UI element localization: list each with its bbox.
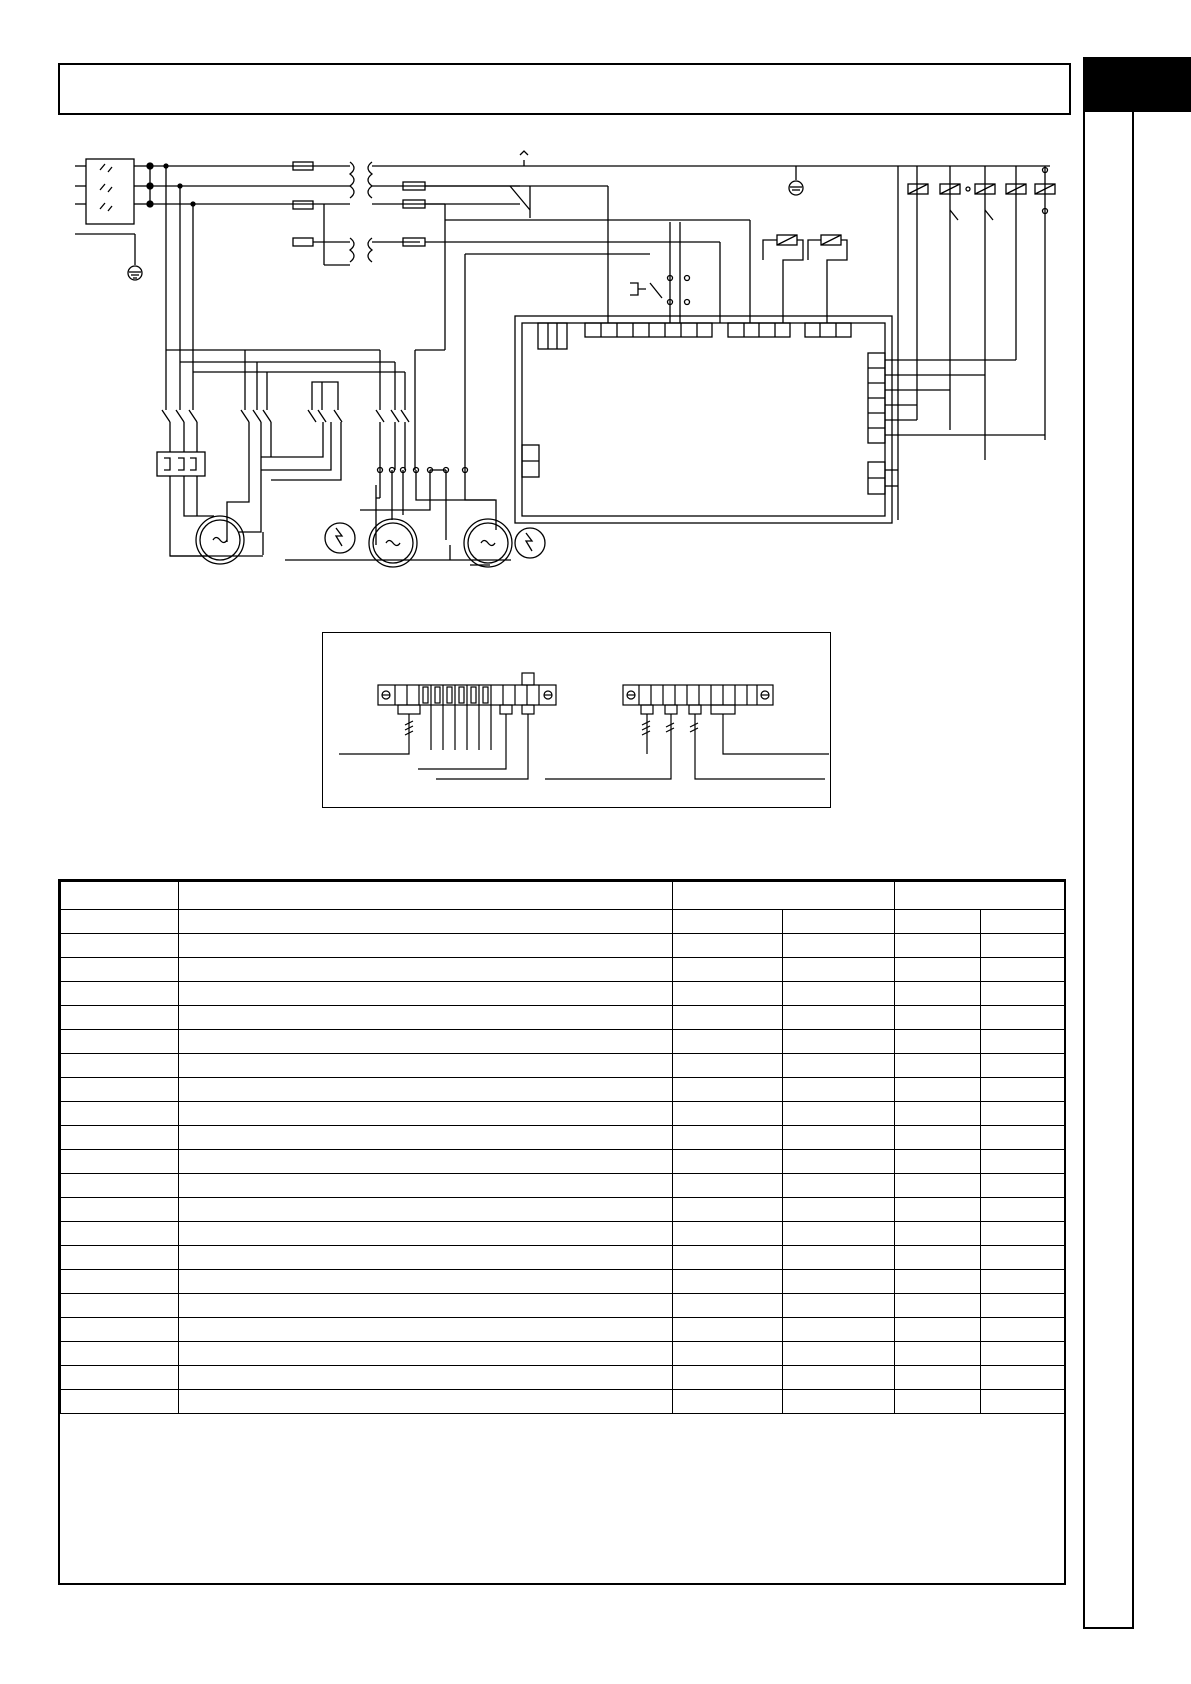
motor-main (170, 422, 271, 564)
table-cell (673, 1366, 783, 1390)
table-cell (179, 958, 673, 982)
table-cell (783, 1366, 895, 1390)
table-cell (61, 1198, 179, 1222)
table-cell (783, 1198, 895, 1222)
table-cell (179, 1198, 673, 1222)
table-cell (981, 1054, 1065, 1078)
table-cell (61, 1054, 179, 1078)
table-cell (895, 1198, 981, 1222)
table-cell (61, 1102, 179, 1126)
table-cell (981, 1318, 1065, 1342)
table-cell (981, 1030, 1065, 1054)
table-cell (783, 1054, 895, 1078)
table-cell (673, 1390, 783, 1414)
subheader-cell (981, 910, 1065, 934)
table-cell (179, 1366, 673, 1390)
table-cell (61, 1222, 179, 1246)
table-cell (61, 1006, 179, 1030)
table-cell (179, 1318, 673, 1342)
table-cell (179, 1222, 673, 1246)
subheader-cell (895, 910, 981, 934)
table-row (61, 1222, 1065, 1246)
table-cell (673, 934, 783, 958)
table-cell (981, 1078, 1065, 1102)
table-cell (179, 1078, 673, 1102)
table-cell (895, 1246, 981, 1270)
table-cell (673, 1270, 783, 1294)
table-cell (981, 1270, 1065, 1294)
terminal-block-left (339, 673, 556, 779)
terminal-block-right (545, 685, 829, 779)
table-cell (783, 1294, 895, 1318)
table-cell (895, 1150, 981, 1174)
table-cell (895, 1006, 981, 1030)
table-row (61, 1150, 1065, 1174)
table-cell (61, 934, 179, 958)
table-subheader-row (61, 910, 1065, 934)
table-cell (61, 1342, 179, 1366)
board-outputs (885, 360, 1045, 486)
table-cell (895, 1294, 981, 1318)
table-row (61, 1270, 1065, 1294)
table-cell (783, 1270, 895, 1294)
table-cell (981, 1294, 1065, 1318)
table-cell (61, 1126, 179, 1150)
table-cell (783, 1318, 895, 1342)
terminal-legend (322, 632, 831, 808)
table-cell (179, 1030, 673, 1054)
table-cell (179, 1270, 673, 1294)
table-row (61, 1390, 1065, 1414)
table-cell (783, 934, 895, 958)
table-cell (673, 1126, 783, 1150)
table-cell (61, 1318, 179, 1342)
table-cell (981, 1102, 1065, 1126)
table-cell (783, 1126, 895, 1150)
table-cell (179, 1246, 673, 1270)
header-cell (179, 882, 673, 910)
table-cell (61, 1078, 179, 1102)
table-cell (673, 1246, 783, 1270)
table-cell (895, 1318, 981, 1342)
table-cell (895, 1222, 981, 1246)
table-cell (981, 1198, 1065, 1222)
table-header-row (61, 882, 1065, 910)
table-row (61, 982, 1065, 1006)
table-cell (61, 1030, 179, 1054)
table-cell (895, 958, 981, 982)
table-row (61, 934, 1065, 958)
table-cell (179, 1126, 673, 1150)
table-cell (179, 982, 673, 1006)
table-cell (61, 1294, 179, 1318)
header-cell (895, 882, 1065, 910)
table-cell (783, 1174, 895, 1198)
table-cell (179, 934, 673, 958)
table-cell (895, 1270, 981, 1294)
table-cell (895, 982, 981, 1006)
table-cell (981, 1366, 1065, 1390)
table-row (61, 1342, 1065, 1366)
table-row (61, 1126, 1065, 1150)
table-cell (61, 1390, 179, 1414)
table-cell (895, 1366, 981, 1390)
table-row (61, 958, 1065, 982)
table-row (61, 1054, 1065, 1078)
table-cell (179, 1102, 673, 1126)
notes-area (60, 1437, 1064, 1583)
table-cell (981, 1174, 1065, 1198)
table-cell (673, 1102, 783, 1126)
table-cell (673, 1150, 783, 1174)
table-cell (783, 958, 895, 982)
table-cell (895, 1342, 981, 1366)
table-cell (981, 1222, 1065, 1246)
table-cell (673, 982, 783, 1006)
table-cell (783, 1246, 895, 1270)
subheader-cell (61, 910, 179, 934)
table-row (61, 1030, 1065, 1054)
junction-dots (147, 163, 195, 207)
header-cell (61, 882, 179, 910)
table-cell (61, 1174, 179, 1198)
table-row (61, 1318, 1065, 1342)
table-cell (895, 1174, 981, 1198)
table-cell (895, 1054, 981, 1078)
table-cell (783, 1006, 895, 1030)
table-cell (981, 1006, 1065, 1030)
table-cell (981, 934, 1065, 958)
table-cell (895, 934, 981, 958)
reversing-wiring (261, 422, 341, 480)
table-row (61, 1246, 1065, 1270)
subheader-cell (179, 910, 673, 934)
table-cell (673, 1222, 783, 1246)
table-cell (981, 1126, 1065, 1150)
table-cell (783, 1078, 895, 1102)
main-switch (75, 159, 150, 234)
thermostat-switch (510, 151, 1050, 218)
table-cell (673, 1318, 783, 1342)
table-cell (783, 1390, 895, 1414)
table-cell (61, 1150, 179, 1174)
table-cell (179, 1054, 673, 1078)
table-cell (895, 1390, 981, 1414)
table-cell (981, 982, 1065, 1006)
table-cell (673, 958, 783, 982)
subheader-cell (783, 910, 895, 934)
table-cell (673, 1078, 783, 1102)
table-cell (673, 1294, 783, 1318)
table-row (61, 1174, 1065, 1198)
table-cell (673, 1342, 783, 1366)
table-cell (981, 1246, 1065, 1270)
table-cell (981, 958, 1065, 982)
earth-symbol-left (128, 234, 142, 280)
table-row (61, 1294, 1065, 1318)
table-cell (61, 1246, 179, 1270)
table-cell (981, 1390, 1065, 1414)
table-cell (783, 1342, 895, 1366)
heaters (763, 235, 847, 323)
motor-pump (446, 470, 512, 567)
table-cell (61, 982, 179, 1006)
table-cell (61, 1270, 179, 1294)
table-cell (783, 1150, 895, 1174)
subheader-cell (673, 910, 783, 934)
table-cell (673, 1006, 783, 1030)
table-cell (895, 1030, 981, 1054)
table-cell (981, 1150, 1065, 1174)
table-cell (179, 1342, 673, 1366)
thermal-overload (157, 452, 205, 476)
control-board (515, 316, 892, 523)
table-cell (783, 1102, 895, 1126)
table-cell (673, 1054, 783, 1078)
table-cell (179, 1150, 673, 1174)
table-cell (783, 1030, 895, 1054)
spec-table (60, 881, 1065, 1414)
table-cell (179, 1006, 673, 1030)
table-cell (61, 1366, 179, 1390)
table-row (61, 1102, 1065, 1126)
table-cell (981, 1342, 1065, 1366)
earth-symbol-top (789, 166, 803, 195)
table-cell (179, 1390, 673, 1414)
table-cell (895, 1102, 981, 1126)
spec-table-frame (58, 879, 1066, 1585)
contactors (162, 350, 409, 422)
table-cell (895, 1126, 981, 1150)
transformer (350, 162, 608, 262)
supply-lines (150, 162, 350, 410)
terminal-row (378, 468, 468, 473)
motor-fan (285, 422, 511, 567)
table-row (61, 1366, 1065, 1390)
table-row (61, 1198, 1065, 1222)
table-cell (61, 958, 179, 982)
table-row (61, 1006, 1065, 1030)
table-cell (673, 1030, 783, 1054)
table-cell (673, 1198, 783, 1222)
table-cell (179, 1294, 673, 1318)
control-lines (415, 186, 750, 470)
table-cell (895, 1078, 981, 1102)
terminal-legend-drawing (323, 633, 829, 806)
table-row (61, 1078, 1065, 1102)
table-cell (783, 1222, 895, 1246)
table-cell (179, 1174, 673, 1198)
table-cell (783, 982, 895, 1006)
relay-coils (898, 166, 1055, 520)
table-cell (673, 1174, 783, 1198)
header-cell (673, 882, 895, 910)
